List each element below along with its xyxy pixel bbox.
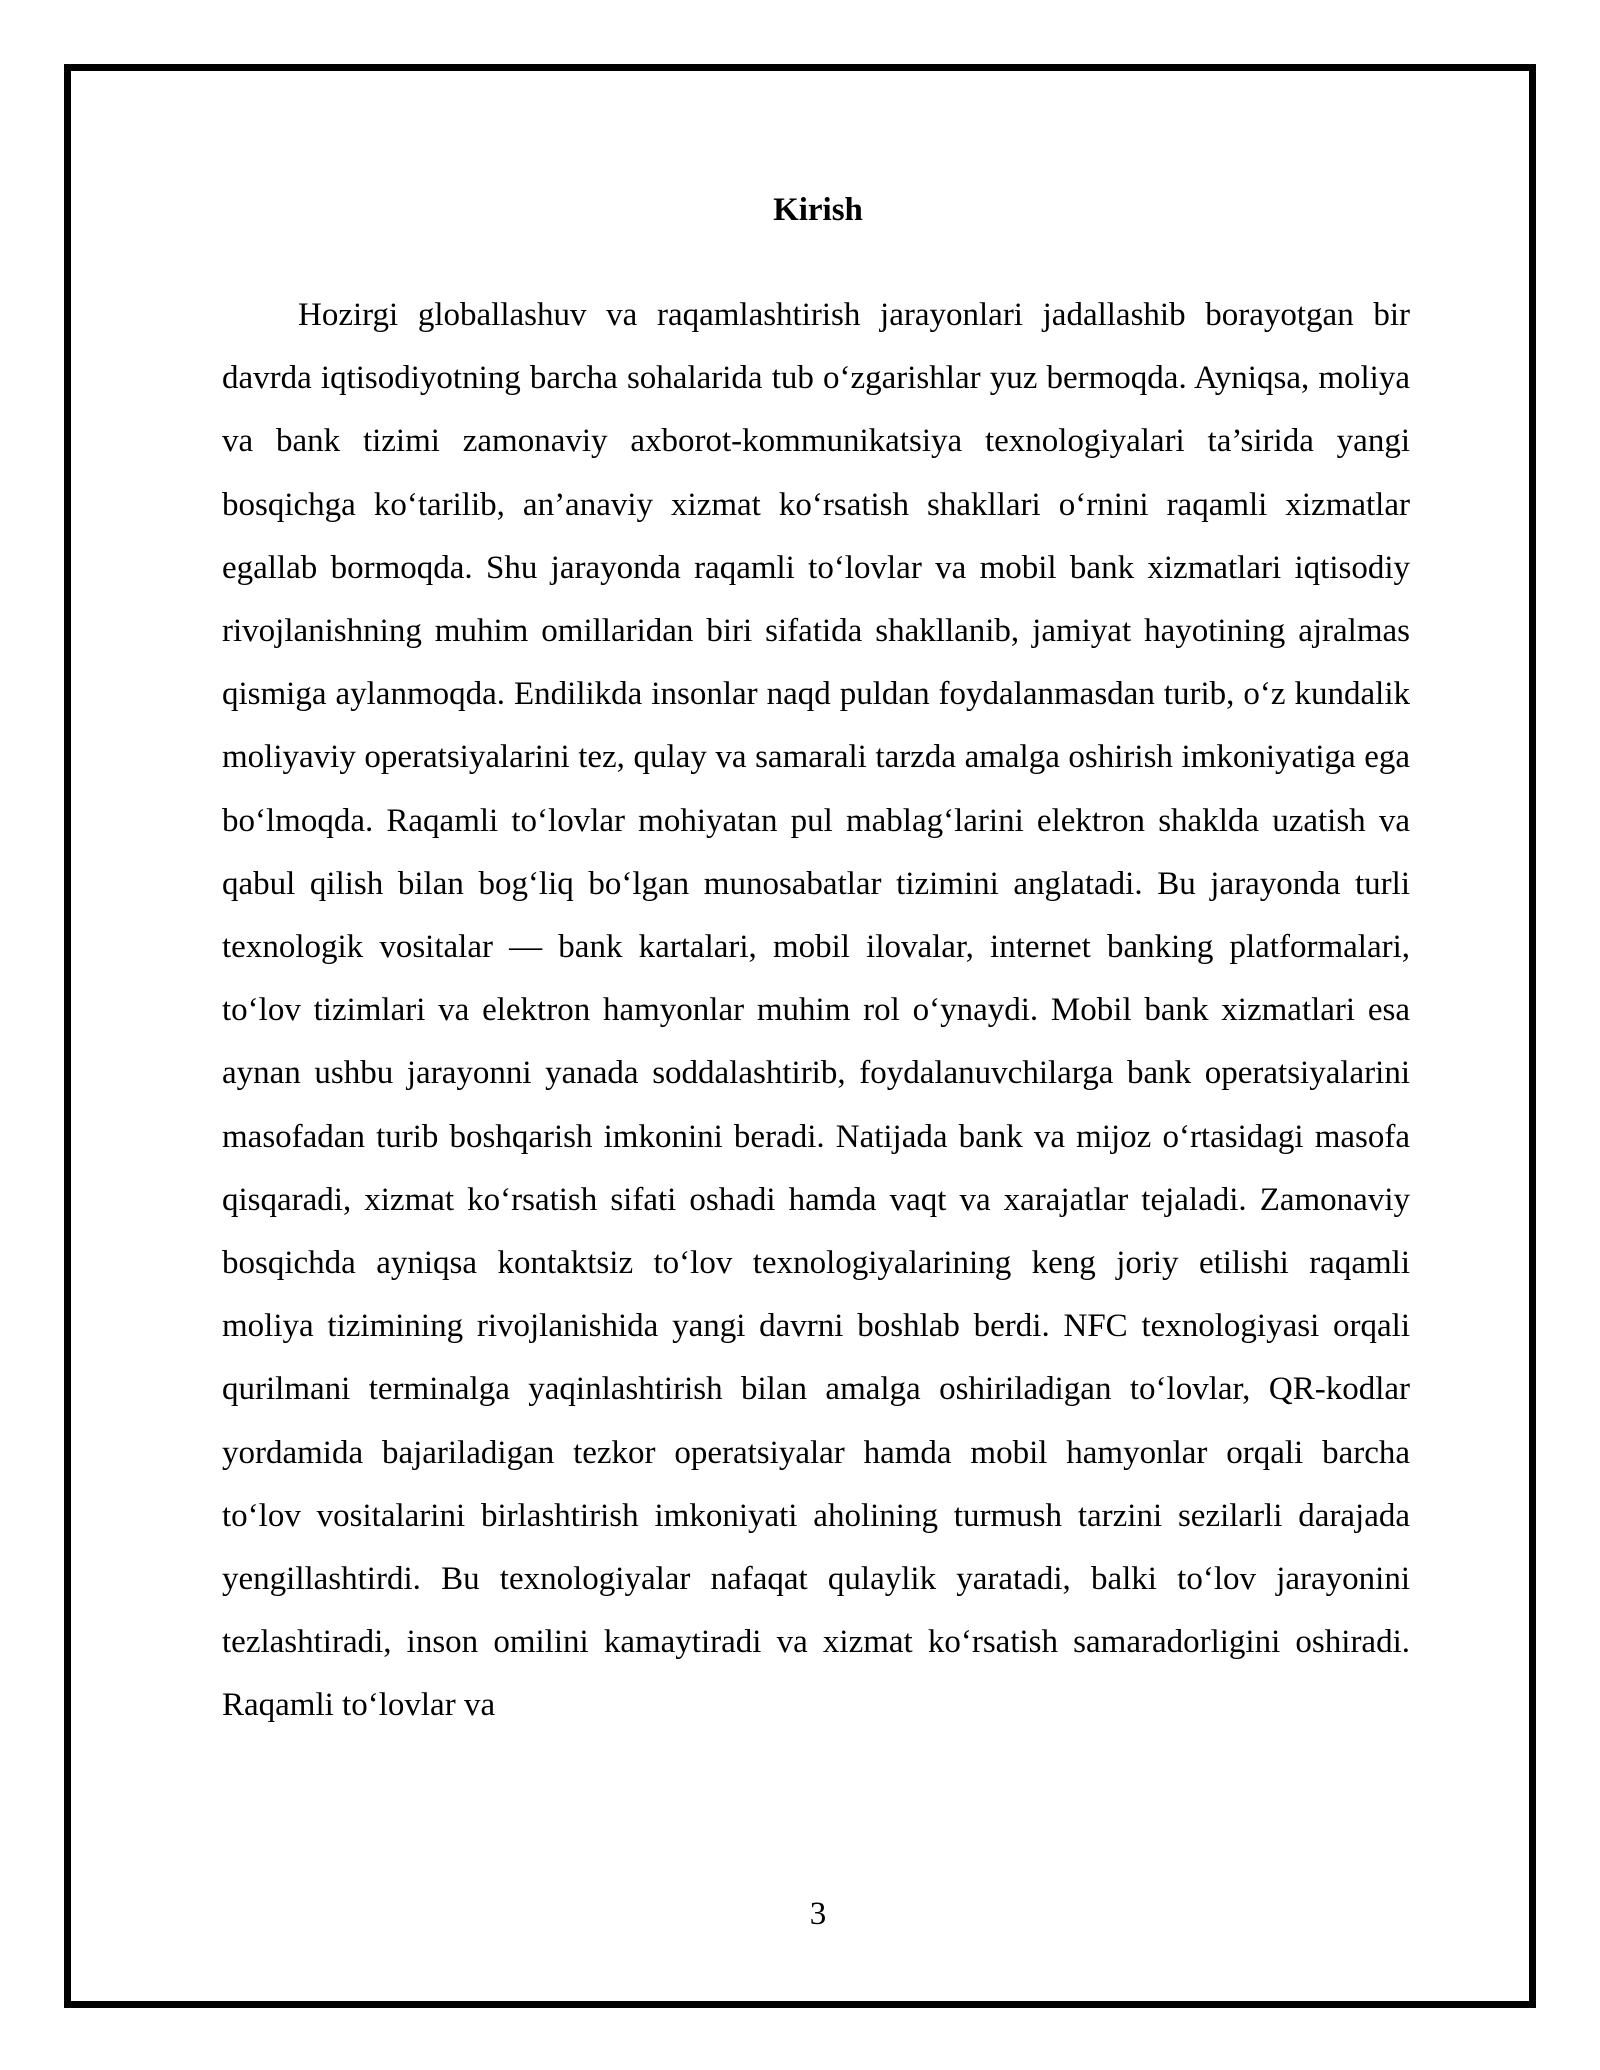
- page-number: 3: [809, 1896, 827, 1932]
- body-paragraph: Hozirgi globallashuv va raqamlashtirish jarayonlari jadallashib borayotgan bir davrda iqtisodiyotning barcha sohalarida tub o‘zgarishlar yuz bermoqda. Ayniqsa, moliya va bank tizimi zamonaviy axborot-kommunikatsiya texnologiyalari ta’sirida yangi bosqichga ko‘tarilib, an’anaviy xizmat ko‘rsatish shakllari o‘rnini raqamli xizmatlar egallab bormoqda. Shu jarayonda raqamli to‘lovlar va mobil bank xizmatlari iqtisodiy rivojlanishning muhim omillaridan biri sifatida shakllanib, jamiyat hayotining ajralmas qismiga aylanmoqda. Endilikda insonlar naqd puldan foydalanmasdan turib, o‘z kundalik moliyaviy operatsiyalarini tez, qulay va samarali tarzda amalga oshirish imkoniyatiga ega bo‘lmoqda. Raqamli to‘lovlar mohiyatan pul mablag‘larini elektron shaklda uzatish va qabul qilish bilan bog‘liq bo‘lgan munosabatlar tizimini anglatadi. Bu jarayonda turli texnologik vositalar — bank kartalari, mobil ilovalar, internet banking platformalari, to‘lov tizimlari va elektron hamyonlar muhim rol o‘ynaydi. Mobil bank xizmatlari esa aynan ushbu jarayonni yanada soddalashtirib, foydalanuvchilarga bank operatsiyalarini masofadan turib boshqarish imkonini beradi. Natijada bank va mijoz o‘rtasidagi masofa qisqaradi, xizmat ko‘rsatish sifati oshadi hamda vaqt va xarajatlar tejaladi. Zamonaviy bosqichda ayniqsa kontaktsiz to‘lov texnologiyalarining keng joriy etilishi raqamli moliya tizimining rivojlanishida yangi davrni boshlab berdi. NFC texnologiyasi orqali qurilmani terminalga yaqinlashtirish bilan amalga oshiriladigan to‘lovlar, QR-kodlar yordamida bajariladigan tezkor operatsiyalar hamda mobil hamyonlar orqali barcha to‘lov vositalarini birlashtirish imkoniyati aholining turmush tarzini sezilarli darajada yengillashtirdi. Bu texnologiyalar nafaqat qulaylik yaratadi, balki to‘lov jarayonini tezlashtiradi, inson omilini kamaytiradi va xizmat ko‘rsatish samaradorligini oshiradi. Raqamli to‘lovlar va: [222, 297, 1410, 1724]
- page-title: Kirish: [773, 192, 863, 228]
